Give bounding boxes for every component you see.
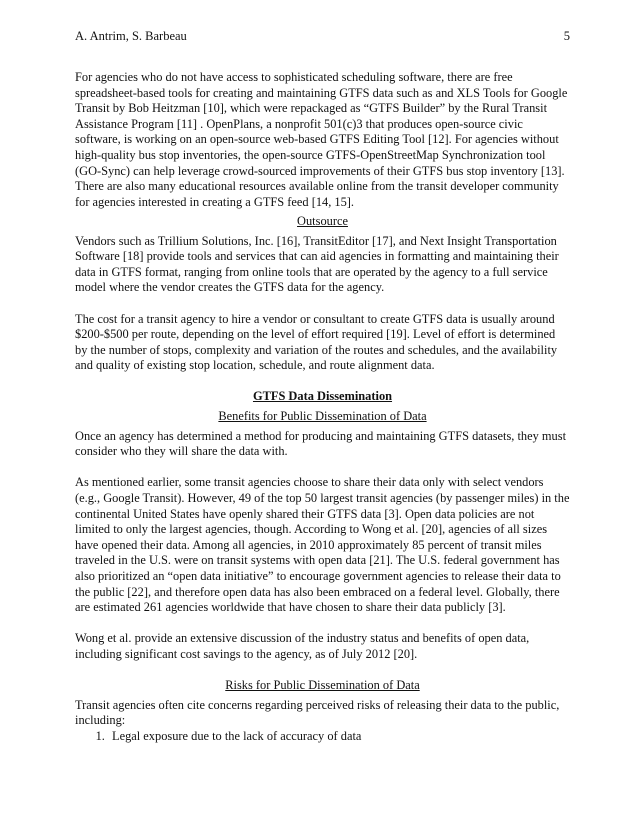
paragraph-sharing-decision: Once an agency has determined a method for producing and maintaining GTFS datasets, they must consider who they will share the data with. [75,428,567,459]
heading-outsource: Outsource [297,213,348,228]
page-body [75,70,570,745]
paragraph-vendor-cost: The cost for a transit agency to hire a vendor or consultant to create GTFS data is usually around $200-$500 per route, depending on the level of effort required [19]. Level of effort is determined by the number of stops, complexity and variation of the routes and schedules, and the availability and quality of existing stop location, schedule, and route alignment data. [75,311,558,373]
paragraph-scheduling-tools: For agencies who do not have access to sophisticated scheduling software, there are free spreadsheet-based tools for creating and maintaining GTFS data such as and XLS Tools for Google Transit by Bob Heitzman [10], which were repackaged as “GTFS Builder” by the Rural Transit Assistance Program [11] . OpenPlans, a nonprofit 501(c)3 that produces open-source civic software, is working on an open-source web-based GTFS Editing Tool [12]. For agencies without high-quality bus stop inventories, the open-source GTFS-OpenStreetMap Synchronization tool (GO-Sync) can help leverage crowd-sourced improvements of their GTFS bus stop inventory [13]. There are also many educational resources available online from the transit developer community for agencies interested in creating a GTFS feed [14, 15]. [75,70,568,209]
paragraph-open-data-adoption: As mentioned earlier, some transit agencies choose to share their data only with select vendors (e.g., Google Transit). However, 49 of the top 50 largest transit agencies (by passenger miles) in the continental United States have openly shared their GTFS data [3]. Open data policies are not limited to only the largest agencies, though. According to Wong et al. [20], agencies of all sizes have opened their data. Among all agencies, in 2010 approximately 85 percent of transit miles traveled in the U.S. were on transit systems with open data [21]. The U.S. federal government has also prioritized an “open data initiative” to encourage government agencies to release their data to the public [22], and therefore open data has also been embraced on a federal level. Globally, there are estimated 261 agencies worldwide that have chosen to share their data publicly [3]. [75,475,570,615]
heading-gtfs-data-dissemination: GTFS Data Dissemination [252,389,393,404]
risks-list [75,729,570,745]
risk-list-item: 1. Legal exposure due to the lack of accuracy of data [108,729,570,745]
heading-benefits: Benefits for Public Dissemination of Data [218,409,427,424]
paragraph-vendors: Vendors such as Trillium Solutions, Inc. [16], TransitEditor [17], and Next Insight Transportation Software [18] provide tools and services that can aid agencies in formatting and maintaining their data in GTFS format, ranging from online tools that are operated by the agency to a full service model where the vendor creates the GTFS data for the agency. [75,233,559,295]
page-number: 5 [563,29,570,43]
page-header [75,29,570,44]
paragraph-risk-concerns: Transit agencies often cite concerns regarding perceived risks of releasing their data to the public, including: [75,697,560,728]
paragraph-wong-discussion: Wong et al. provide an extensive discussion of the industry status and benefits of open data, including significant cost savings to the agency, as of July 2012 [20]. [75,631,530,661]
header-authors: A. Antrim, S. Barbeau [75,29,187,43]
heading-risks: Risks for Public Dissemination of Data [225,678,420,693]
